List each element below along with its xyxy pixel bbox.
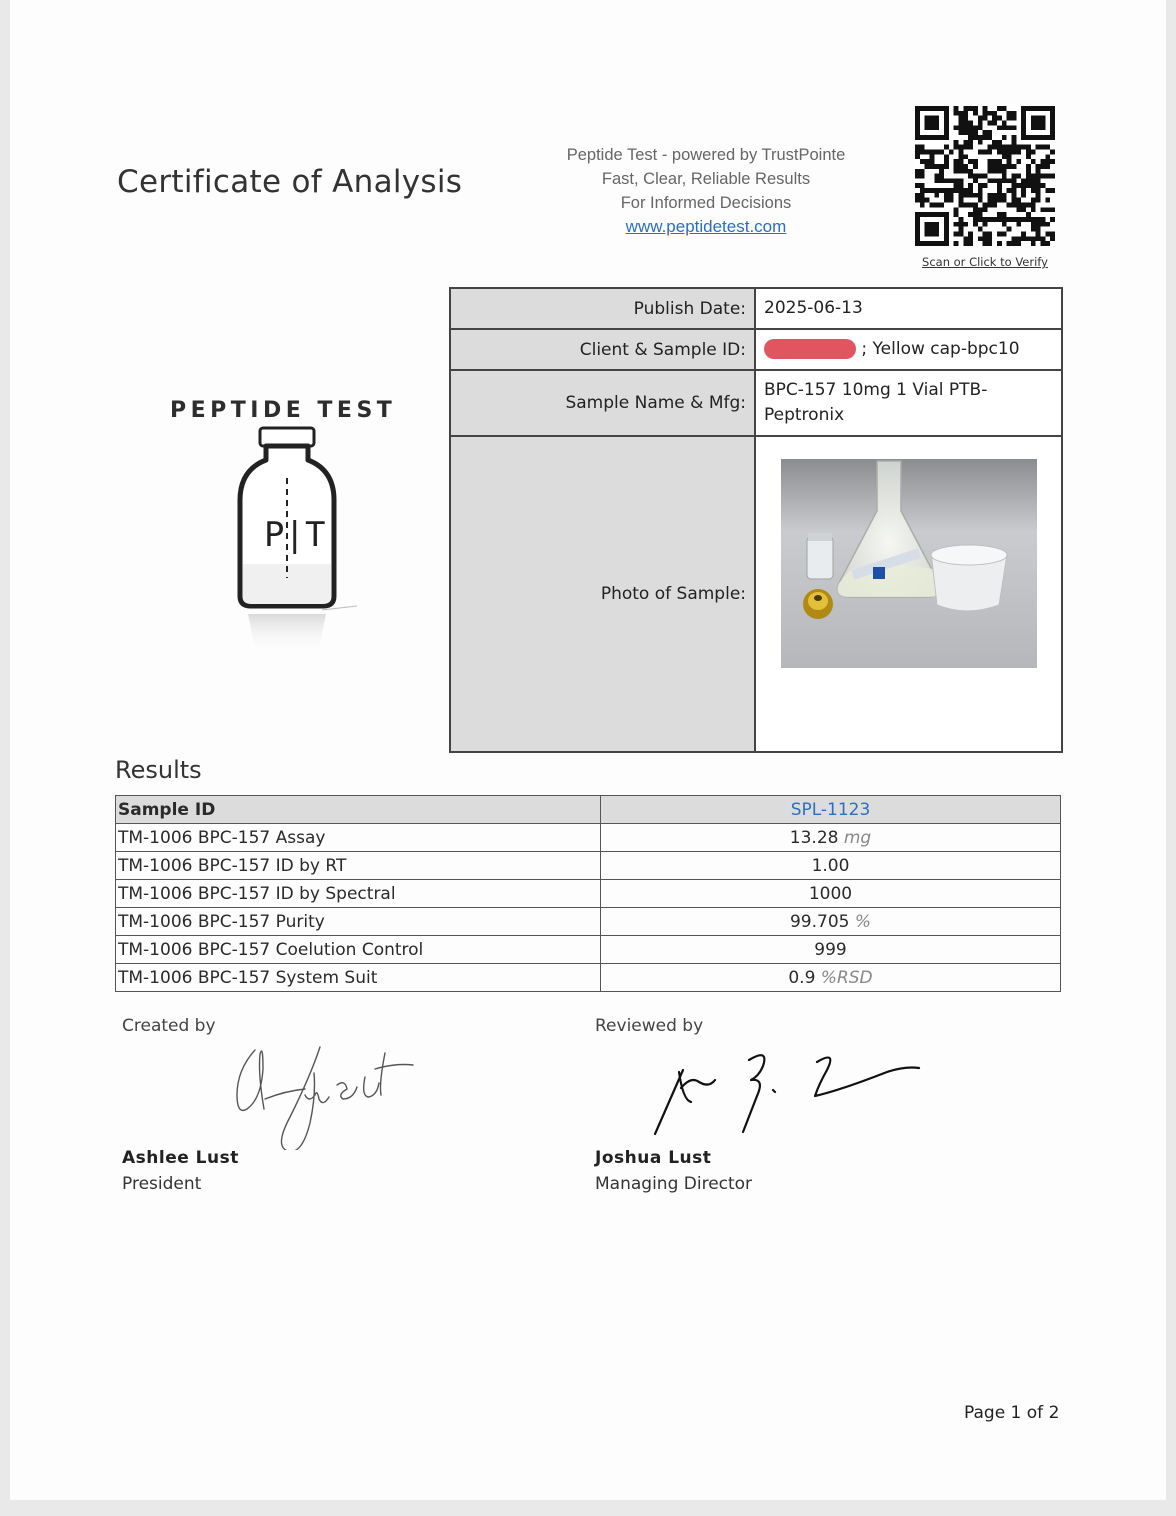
sample-photo-cell — [755, 436, 1062, 752]
test-name: TM-1006 BPC-157 ID by RT — [116, 852, 601, 880]
sample-id-cell — [601, 796, 1061, 824]
test-result — [601, 964, 1061, 992]
website-link[interactable]: www.peptidetest.com — [625, 217, 787, 236]
result-value: 1000 — [808, 883, 853, 904]
sample-info-table — [449, 287, 1063, 753]
publish-date-label: Publish Date: — [450, 288, 755, 329]
reviewer-name: Joshua Lust — [595, 1148, 712, 1168]
result-value: 999 — [814, 939, 847, 960]
info-row-sample-name — [450, 370, 1062, 436]
vial-logo-text: P|T — [264, 515, 326, 555]
header-line-3: For Informed Decisions — [620, 194, 792, 212]
result-value: 99.705 — [789, 911, 850, 932]
vial-logo-icon — [222, 424, 362, 664]
info-row-client — [450, 329, 1062, 370]
test-name: TM-1006 BPC-157 ID by Spectral — [116, 880, 601, 908]
client-sample-label: Client & Sample ID: — [450, 329, 755, 370]
photo-label: Photo of Sample: — [450, 436, 755, 752]
created-by-label: Created by — [122, 1016, 216, 1036]
reviewed-by-label: Reviewed by — [595, 1016, 704, 1036]
test-result — [601, 936, 1061, 964]
qr-code-icon[interactable] — [915, 106, 1055, 246]
result-value: 0.9 — [788, 967, 816, 988]
header-line-1: Peptide Test - powered by TrustPointe — [566, 146, 846, 164]
sample-id-value: SPL-1123 — [790, 799, 871, 820]
test-result — [601, 880, 1061, 908]
scan-to-verify-link[interactable]: Scan or Click to Verify — [922, 255, 1048, 269]
table-row — [116, 964, 1061, 992]
document-title: Certificate of Analysis — [117, 164, 463, 200]
sample-photo — [781, 459, 1037, 668]
result-unit: %RSD — [820, 967, 873, 988]
table-row — [116, 824, 1061, 852]
sample-name-label: Sample Name & Mfg: — [450, 370, 755, 436]
table-row — [116, 852, 1061, 880]
info-row-publish-date — [450, 288, 1062, 329]
sample-id-label: Sample ID — [116, 796, 601, 824]
table-row — [116, 936, 1061, 964]
test-result — [601, 852, 1061, 880]
creator-signature — [225, 1035, 425, 1150]
results-heading: Results — [115, 756, 202, 784]
result-value: 13.28 — [789, 827, 839, 848]
brand-name: PEPTIDE TEST — [170, 398, 397, 423]
test-name: TM-1006 BPC-157 Coelution Control — [116, 936, 601, 964]
info-row-photo — [450, 436, 1062, 752]
client-sample-value: ; Yellow cap-bpc10 — [861, 339, 1020, 359]
creator-name: Ashlee Lust — [122, 1148, 239, 1168]
results-header-row — [116, 796, 1061, 824]
test-result — [601, 908, 1061, 936]
header-line-2: Fast, Clear, Reliable Results — [601, 170, 811, 188]
redaction-mark — [764, 339, 856, 359]
document-page — [10, 0, 1166, 1500]
client-sample-cell — [755, 329, 1062, 370]
test-name: TM-1006 BPC-157 Purity — [116, 908, 601, 936]
page-number: Page 1 of 2 — [964, 1403, 1060, 1423]
lab-header — [530, 143, 882, 239]
test-result — [601, 824, 1061, 852]
result-unit: % — [854, 911, 872, 932]
test-name: TM-1006 BPC-157 System Suit — [116, 964, 601, 992]
table-row — [116, 908, 1061, 936]
results-table — [115, 795, 1061, 992]
creator-title: President — [122, 1174, 202, 1194]
test-name: TM-1006 BPC-157 Assay — [116, 824, 601, 852]
result-unit: mg — [843, 827, 872, 848]
reviewer-signature — [645, 1040, 935, 1140]
sample-name-value: BPC-157 10mg 1 Vial PTB-Peptronix — [755, 370, 1062, 436]
result-value: 1.00 — [811, 855, 850, 876]
table-row — [116, 880, 1061, 908]
publish-date-value: 2025-06-13 — [755, 288, 1062, 329]
reviewer-title: Managing Director — [595, 1174, 753, 1194]
